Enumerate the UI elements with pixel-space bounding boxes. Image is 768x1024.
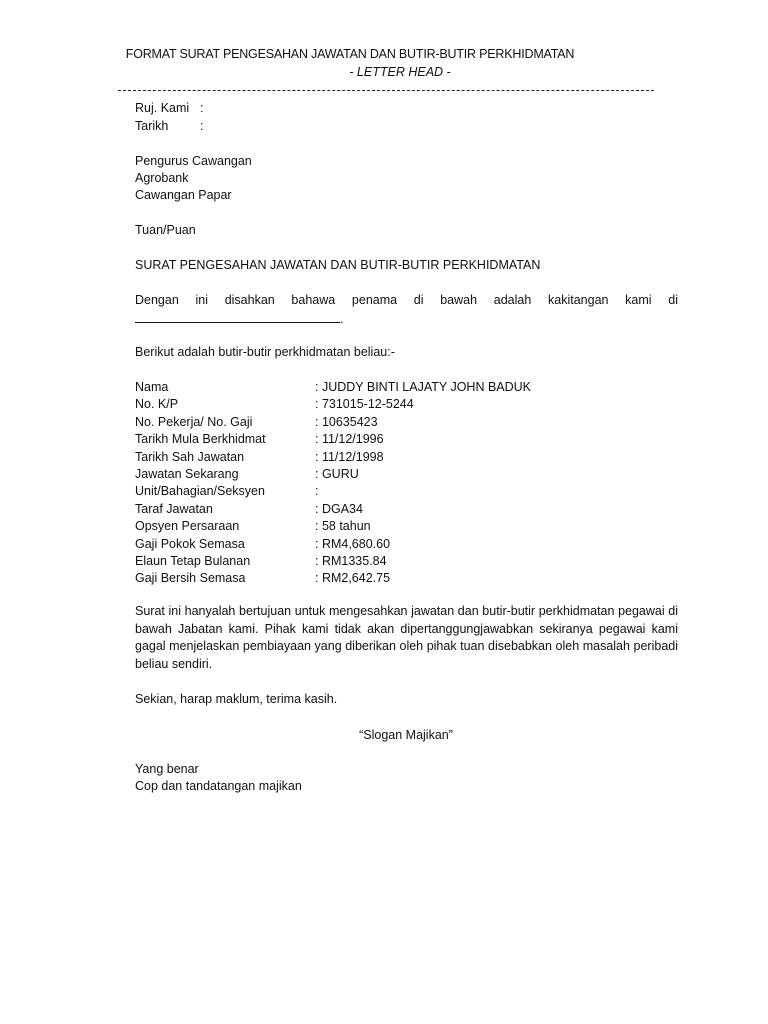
detail-value: : RM1335.84	[315, 553, 387, 568]
detail-value: : 58 tahun	[315, 519, 371, 534]
detail-row	[135, 431, 531, 448]
detail-row	[135, 414, 531, 431]
detail-value: : GURU	[315, 466, 359, 481]
tarikh-line	[135, 118, 204, 134]
service-details	[135, 379, 531, 588]
detail-row	[135, 536, 531, 553]
detail-row	[135, 466, 531, 483]
addressee-line-2: Agrobank	[135, 171, 189, 185]
detail-value: : RM2,642.75	[315, 571, 391, 586]
intro-period: .	[340, 312, 344, 326]
detail-row	[135, 518, 531, 535]
ruj-kami-label: Ruj. Kami	[135, 101, 190, 115]
details-intro: Berikut adalah butir-butir perkhidmatan beliau:-	[135, 345, 395, 359]
detail-value: : 11/12/1998	[315, 449, 384, 464]
intro-line-1: Dengan ini disahkan bahawa penama di bawah adalah kakitangan kami di	[135, 293, 678, 307]
detail-value: : RM4,680.60	[315, 536, 391, 551]
employer-slogan: “Slogan Majikan”	[359, 728, 453, 742]
salutation: Tuan/Puan	[135, 223, 196, 237]
closing-line: Sekian, harap maklum, terima kasih.	[135, 692, 338, 706]
body-paragraph: Surat ini hanyalah bertujuan untuk mengesahkan jawatan dan butir-butir perkhidmatan pegawai di bawah Jabatan kami. Pihak kami tidak akan dipertanggungjawabkan sekiranya pegawai kami gagal menjelaskan pembiayaan yang diberikan oleh pihak tuan disebabkan oleh masalah peribadi beliau sendiri.	[135, 604, 678, 671]
letter-head-placeholder: - LETTER HEAD -	[349, 65, 451, 79]
addressee-line-3: Cawangan Papar	[135, 188, 232, 202]
detail-label: No. K/P	[135, 397, 179, 412]
ruj-kami-line	[135, 100, 204, 116]
detail-value: : JUDDY BINTI LAJATY JOHN BADUK	[315, 380, 532, 394]
intro-line-2	[135, 310, 343, 327]
detail-row	[135, 449, 531, 466]
detail-value: : 10635423	[315, 414, 378, 429]
detail-row	[135, 396, 531, 413]
detail-row	[135, 501, 531, 518]
dashed-divider	[118, 90, 654, 91]
detail-label: Elaun Tetap Bulanan	[135, 553, 251, 568]
signoff-line-1: Yang benar	[135, 762, 199, 776]
ruj-kami-colon: :	[200, 101, 204, 115]
detail-value: : 11/12/1996	[315, 432, 384, 447]
signoff-line-2: Cop dan tandatangan majikan	[135, 779, 302, 793]
tarikh-label: Tarikh	[135, 119, 169, 133]
detail-label: No. Pekerja/ No. Gaji	[135, 414, 253, 429]
detail-label: Unit/Bahagian/Seksyen	[135, 484, 265, 499]
detail-label: Jawatan Sekarang	[135, 466, 239, 481]
document-title: FORMAT SURAT PENGESAHAN JAWATAN DAN BUTIR-BUTIR PERKHIDMATAN	[125, 47, 575, 61]
detail-label: Opsyen Persaraan	[135, 519, 240, 534]
detail-row	[135, 553, 531, 570]
detail-row	[135, 379, 531, 396]
subject-heading: SURAT PENGESAHAN JAWATAN DAN BUTIR-BUTIR PERKHIDMATAN	[135, 258, 541, 272]
detail-label: Gaji Pokok Semasa	[135, 536, 245, 551]
addressee-line-1: Pengurus Cawangan	[135, 154, 252, 168]
detail-label: Tarikh Mula Berkhidmat	[135, 432, 266, 447]
fill-in-blank	[135, 310, 340, 323]
detail-label: Gaji Bersih Semasa	[135, 571, 246, 586]
detail-row	[135, 570, 531, 587]
detail-label: Taraf Jawatan	[135, 501, 213, 516]
detail-label: Nama	[135, 380, 169, 394]
tarikh-colon: :	[200, 119, 204, 133]
detail-row	[135, 483, 531, 500]
detail-label: Tarikh Sah Jawatan	[135, 449, 245, 464]
detail-value: : 731015-12-5244	[315, 397, 414, 412]
detail-value: : DGA34	[315, 501, 363, 516]
detail-value: :	[315, 484, 319, 499]
